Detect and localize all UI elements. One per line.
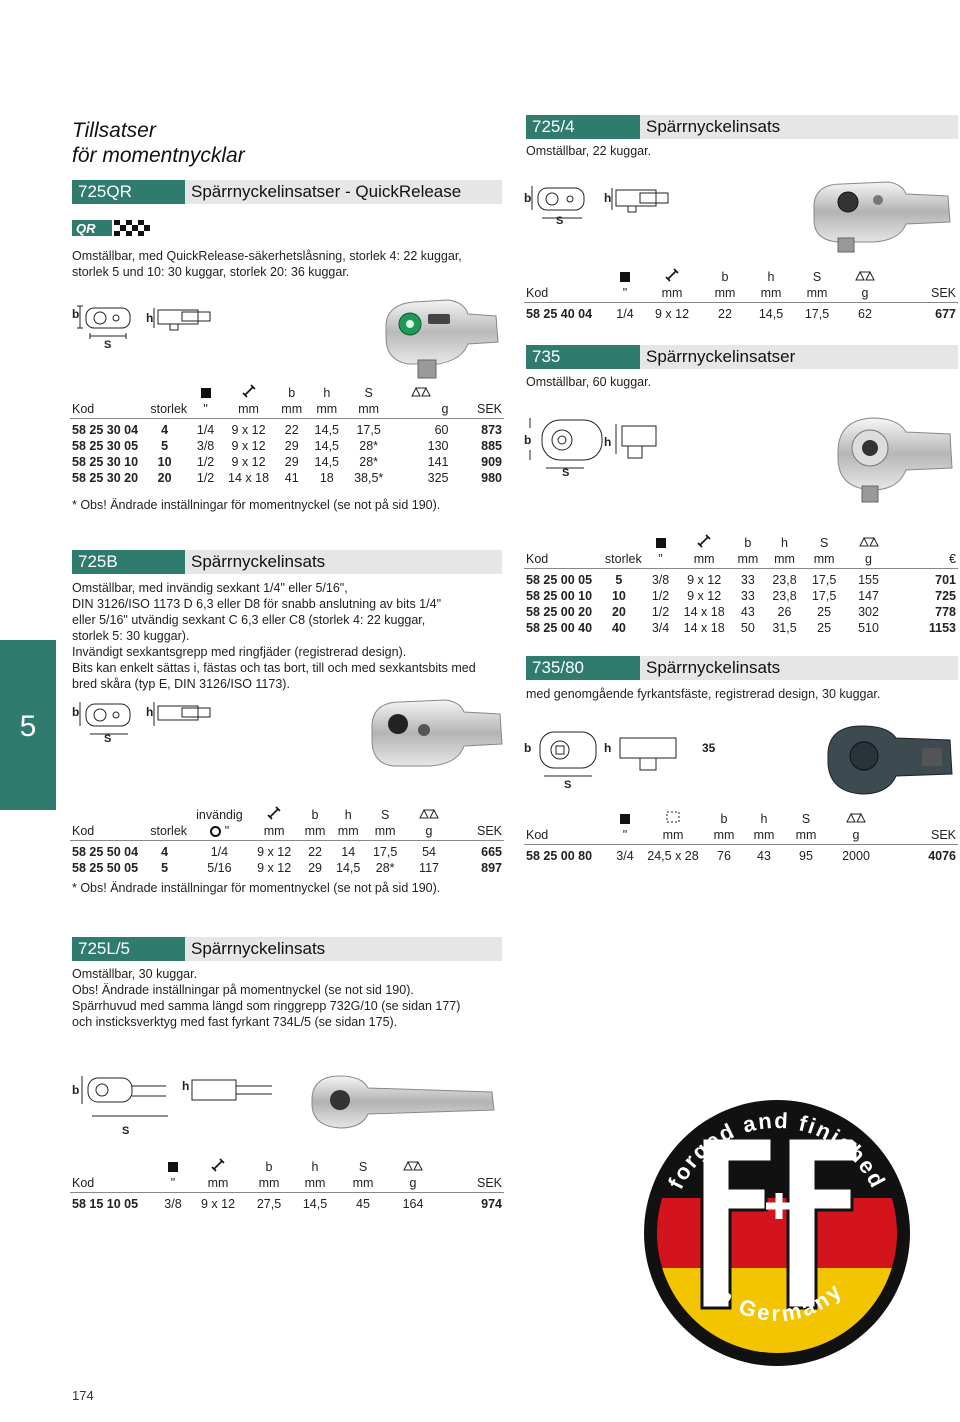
section-header-735: 735 Spärrnyckelinsatser [526, 345, 958, 369]
section-header-725l-5: 725L/5 Spärrnyckelinsats [72, 937, 502, 961]
scale-icon [388, 1158, 438, 1175]
725b-dimension-drawing [72, 696, 222, 744]
735-description: Omställbar, 60 kuggar. [526, 375, 652, 389]
page-title: Tillsatser för momentnycklar [72, 119, 245, 167]
label-s: S [564, 779, 572, 790]
badge-top-text: forged and finished [662, 1107, 891, 1193]
735-80-dimension-drawing [524, 726, 734, 790]
table-header-row-1: b h S [524, 268, 958, 285]
table-header-row-2: Kod " mm mm mm mm g SEK [526, 286, 956, 301]
square-drive-icon [156, 1158, 190, 1175]
725b-table [70, 806, 504, 876]
table-row: 58 25 30 20 20 1/2 14 x 18 41 18 38,5* 325 980 [72, 471, 502, 485]
label-b: b [72, 307, 80, 321]
table-header-row-2: Kod storlek " mm mm mm mm g SEK [72, 824, 502, 839]
735-80-table [524, 810, 958, 864]
scale-icon [392, 384, 451, 401]
scale-icon [828, 810, 884, 827]
label-b: b [72, 1083, 80, 1097]
label-h: h [604, 435, 612, 449]
dimension-35-label: 35 [702, 741, 716, 755]
chapter-tab: 5 [0, 640, 56, 810]
735-dimension-drawing [524, 414, 674, 478]
725-4-description: Omställbar, 22 kuggar. [526, 144, 652, 158]
725qr-product-photo [378, 294, 508, 382]
label-s: S [562, 467, 570, 478]
forged-in-germany-badge [642, 1098, 912, 1368]
label-s: S [104, 733, 112, 744]
table-header-row-1: invändig b h S [70, 806, 504, 823]
table-header-row-1: b h S [524, 534, 958, 551]
label-s: S [556, 215, 564, 226]
scale-icon [840, 268, 890, 285]
label-b: b [524, 741, 532, 755]
bit-hex-icon [190, 1158, 246, 1175]
label-b: b [524, 433, 532, 447]
table-header-row-2: Kod " mm mm mm mm g SEK [526, 828, 956, 843]
table-row: 58 25 00 05 5 3/8 9 x 12 33 23,8 17,5 155 701 [526, 573, 956, 588]
table-header-row-2: Kod storlek " mm mm mm mm g € [526, 552, 956, 567]
table-header-row-1: b h S [70, 384, 504, 401]
table-row: 58 25 30 04 4 1/4 9 x 12 22 14,5 17,5 60 873 [72, 423, 502, 438]
725qr-footnote: * Obs! Ändrade inställningar för momentnyckel (se not på sid 190). [72, 498, 441, 512]
725qr-description: Omställbar, med QuickRelease-säkerhetslåsning, storlek 4: 22 kuggar, storlek 5 und 10: 30 kuggar, storlek 20: 36 kuggar. [72, 249, 462, 279]
bit-hex-icon [642, 268, 702, 285]
table-row: 58 25 50 04 4 1/4 9 x 12 22 14 17,5 54 665 [72, 845, 502, 860]
table-row: 58 25 30 10 10 1/2 9 x 12 29 14,5 28* 141 909 [72, 455, 502, 469]
bit-hex-icon [677, 534, 731, 551]
label-h: h [182, 1079, 190, 1093]
page-number: 174 [72, 1388, 94, 1403]
table-row: 58 25 30 05 5 3/8 9 x 12 29 14,5 28* 130 885 [72, 439, 502, 453]
label-h: h [604, 191, 612, 205]
quickrelease-logo [72, 218, 150, 238]
table-row: 58 25 00 10 10 1/2 9 x 12 33 23,8 17,5 147 725 [526, 589, 956, 603]
ring-socket-icon-cell: " [189, 823, 250, 840]
725l-5-description: Omställbar, 30 kuggar. Obs! Ändrade inställningar på momentnyckel (se not sid 190). Spärrhuvud med samma längd som ringgrepp 732G/10 (se sidan 177) och insticksverktyg med fast fyrkant 734L/5 (se sidan 175). [72, 967, 461, 1029]
725-4-product-photo [808, 178, 958, 254]
bit-hex-icon [250, 806, 299, 823]
label-b: b [524, 191, 532, 205]
section-header-725-4: 725/4 Spärrnyckelinsats [526, 115, 958, 139]
735-80-product-photo [822, 718, 958, 800]
735-product-photo [830, 412, 958, 504]
label-h: h [604, 741, 612, 755]
725b-footnote: * Obs! Ändrade inställningar för momentnyckel (se not på sid 190). [72, 881, 441, 895]
735-80-description: med genomgående fyrkantsfäste, registrerad design, 30 kuggar. [526, 687, 881, 701]
section-header-725b: 725B Spärrnyckelinsats [72, 550, 502, 574]
725-4-table [524, 268, 958, 322]
bit-hex-icon [222, 384, 275, 401]
table-row: 58 25 50 05 5 5/16 9 x 12 29 14,5 28* 117 897 [72, 861, 502, 875]
label-h: h [146, 705, 154, 719]
table-row: 58 25 40 04 1/4 9 x 12 22 14,5 17,5 62 677 [526, 307, 956, 322]
label-s: S [104, 339, 112, 348]
table-row: 58 25 00 80 3/4 24,5 x 28 76 43 95 2000 4076 [526, 849, 956, 864]
table-row: 58 25 00 20 20 1/2 14 x 18 43 26 25 302 778 [526, 605, 956, 619]
section-header-735-80: 735/80 Spärrnyckelinsats [526, 656, 958, 680]
725-4-dimension-drawing [524, 180, 684, 226]
badge-bottom-text: in Germany [705, 1276, 849, 1327]
ring-socket-icon [210, 826, 221, 837]
label-h: h [146, 311, 154, 325]
table-header-row-1: b h S [524, 810, 958, 827]
square-drive-icon [189, 384, 222, 401]
table-header-row-1: b h S [70, 1158, 504, 1175]
square-socket-icon [642, 810, 704, 827]
scale-icon [844, 534, 893, 551]
table-header-row-2: Kod " mm mm mm mm g SEK [72, 1176, 502, 1191]
label-b: b [72, 705, 80, 719]
725qr-table [70, 384, 504, 486]
label-s: S [122, 1125, 130, 1137]
square-drive-icon [608, 268, 642, 285]
725l-5-product-photo [306, 1066, 502, 1136]
section-header-725qr: 725QR Spärrnyckelinsatser - QuickRelease [72, 180, 502, 204]
table-header-row-2: Kod storlek " mm mm mm mm g SEK [72, 402, 502, 417]
quickrelease-logo-text: QR [76, 221, 96, 236]
square-drive-icon [608, 810, 642, 827]
725qr-dimension-drawing [72, 300, 222, 348]
square-drive-icon [644, 534, 678, 551]
scale-icon [405, 806, 452, 823]
725b-product-photo [366, 694, 506, 780]
table-row: 58 15 10 05 3/8 9 x 12 27,5 14,5 45 164 974 [72, 1197, 502, 1212]
725l-5-table [70, 1158, 504, 1212]
725b-description: Omställbar, med invändig sexkant 1/4" eller 5/16", DIN 3126/ISO 1173 D 6,3 eller D8 för snabb anslutning av bits 1/4" eller 5/16" utvändig sexkant C 6,3 eller C8 (storlek 4: 22 kuggar, storlek 5: 30 kuggar). Invändigt sexkantsgrepp med ringfjäder (registrerad design). Bits kan enkelt sättas i, fästas och tas bort, till och med sexkantsbits med bred skåra (typ E, DIN 3126/ISO 1173). [72, 581, 476, 691]
table-row: 58 25 00 40 40 3/4 14 x 18 50 31,5 25 510 1153 [526, 621, 956, 635]
735-table [524, 534, 958, 636]
